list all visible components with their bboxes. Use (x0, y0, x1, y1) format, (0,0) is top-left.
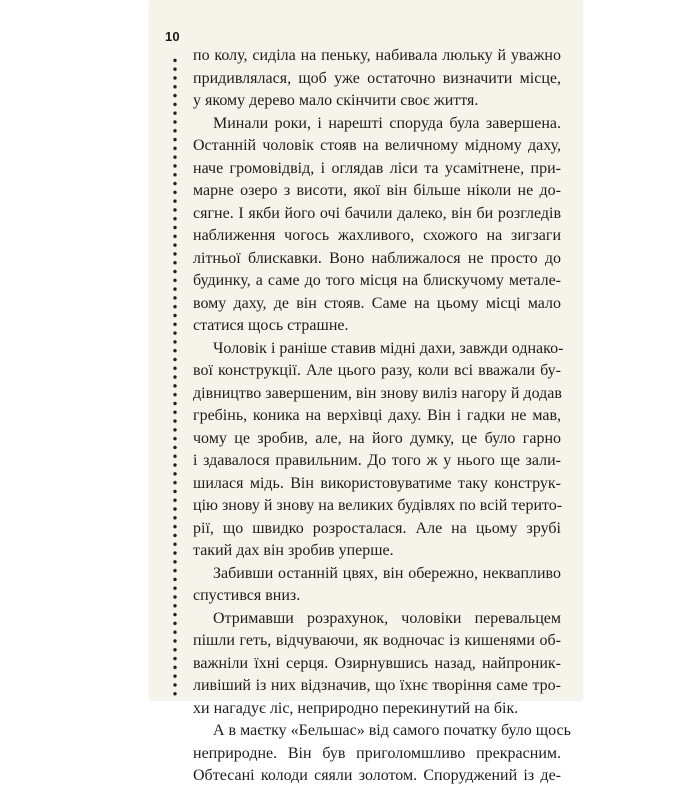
text-line: сягне. І якби його очі бачили далеко, він би розгледів (193, 204, 561, 222)
text-line: вому даху, де він стояв. Саме на цьому місці мало (193, 294, 561, 312)
text-line: неприродне. Він був приголомшливо прекрасним. (193, 744, 561, 762)
text-line: хи нагадує ліс, неприродно перекинутий на бік. (193, 699, 519, 717)
paragraph-start-line: Чоловік і раніше ставив мідні дахи, завжди однако- (213, 339, 564, 357)
book-page (150, 0, 582, 784)
text-line: марне озеро з висоти, якої він більше ніколи не до- (193, 182, 561, 199)
text-line: і здавалося правильним. До того ж у нього ще зали- (193, 452, 561, 469)
text-line: спустився вниз. (193, 587, 301, 604)
paragraph-start-line: Забивши останній цвях, він обережно, неквапливо (213, 564, 561, 582)
paragraph-start-line: А в маєтку «Бельшас» від самого початку було щось (213, 722, 571, 739)
text-line: шилася мідь. Він використовуватиме таку конструк- (193, 474, 561, 492)
text-line: ливіший із них відзначив, що їхнє творіння саме тро- (193, 677, 561, 694)
text-line: пішли геть, відчуваючи, як водночас із кишенями об- (193, 632, 561, 649)
dotted-margin-rule (173, 56, 177, 696)
text-line: наближення чогось жахливого, схожого на зигзаги (193, 227, 561, 244)
text-line: дівництво завершеним, він знову виліз нагору й додав (193, 384, 562, 402)
text-line: придивлялася, щоб уже остаточно визначити місце, (193, 69, 561, 87)
text-line: будинку, а саме до того місця на блискучому метале- (193, 272, 561, 289)
text-line: літньої блискавки. Воно наближалося не просто до (193, 249, 561, 267)
text-line: чому це зробив, але, на його думку, це було гарно (193, 429, 561, 447)
text-line: вої конструкції. Але цього разу, коли всі вважали бу- (193, 362, 561, 379)
text-line: наче громовідвід, і оглядав ліси та усамітнене, при- (193, 159, 561, 177)
text-line: у якому дерево мало скінчити своє життя. (193, 92, 479, 109)
text-line: статися щось страшне. (193, 317, 349, 334)
text-line: такий дах він зробив уперше. (193, 542, 394, 559)
paragraph-start-line: Минали роки, і нарешті споруда була завершена. (213, 114, 561, 132)
text-line: Останній чоловік стояв на величному мідному даху, (193, 137, 561, 154)
body-text (193, 45, 571, 788)
page-number: 10 (165, 29, 180, 44)
text-line: гребінь, коника на верхівці даху. Він і гадки не мав, (193, 407, 561, 424)
paragraph-start-line: Отримавши розрахунок, чоловіки перевальцем (213, 609, 561, 627)
text-line: по колу, сиділа на пеньку, набивала люльку й уважно (193, 47, 561, 64)
text-line: важніли їхні серця. Озирнувшись назад, найпроник- (193, 654, 561, 672)
text-line: Обтесані колоди сяяли золотом. Споруджений із де- (193, 767, 561, 784)
text-line: рії, що швидко розросталася. Але на цьому зрубі (193, 519, 561, 537)
text-line: цію знову й знову на великих будівлях по всій терито- (193, 497, 563, 514)
